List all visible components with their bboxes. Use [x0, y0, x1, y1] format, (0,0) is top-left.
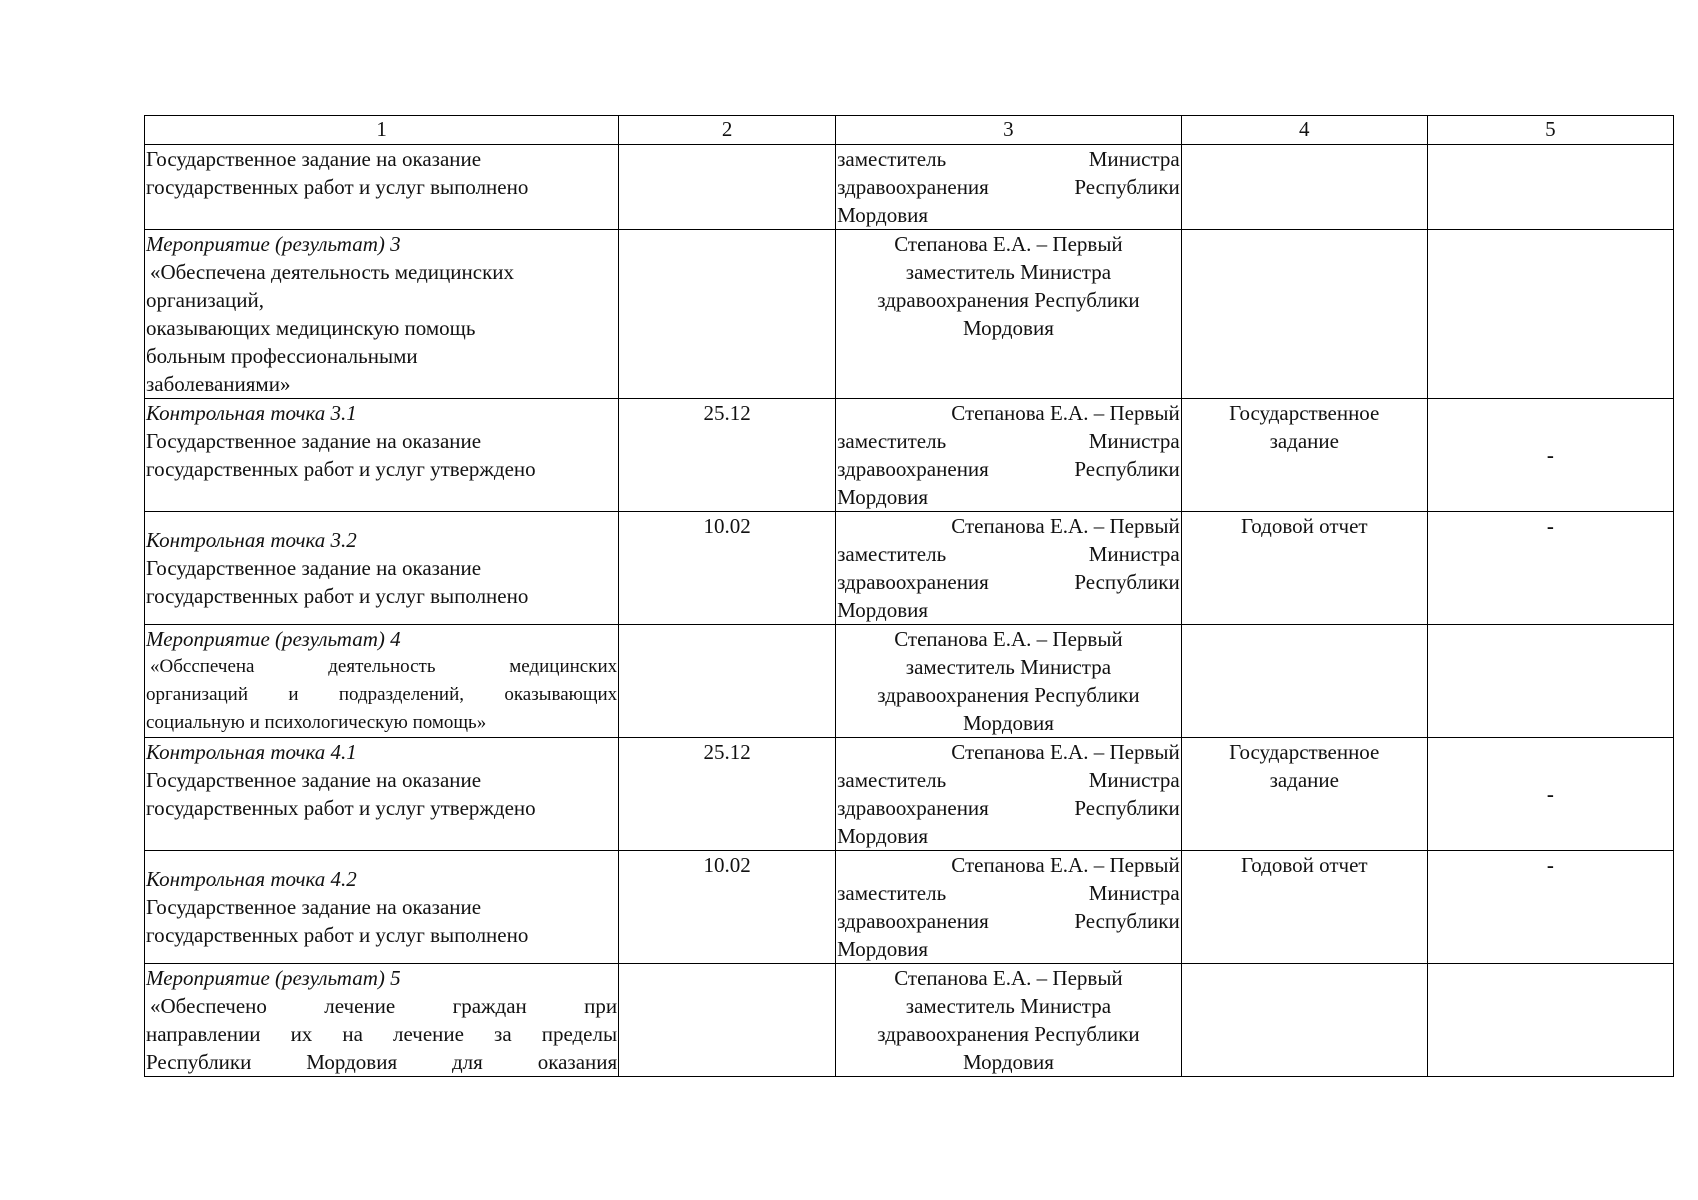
- responsible-line: Степанова Е.А. – Первый: [894, 627, 1123, 651]
- description-cell: [145, 512, 619, 625]
- responsible-line: заместитель Министра: [837, 147, 1180, 171]
- description-line: заболеваниями»: [146, 372, 291, 396]
- document-cell: [1181, 399, 1427, 512]
- mark-cell: [1427, 512, 1673, 625]
- description-cell: [145, 399, 619, 512]
- description-cell: [145, 851, 619, 964]
- checkpoint-title: Контрольная точка 4.1: [146, 740, 357, 764]
- description-line: Государственное задание на оказание: [146, 429, 482, 453]
- responsible-line: Мордовия: [837, 485, 929, 509]
- event-title: Мероприятие (результат) 5: [146, 966, 401, 990]
- description-line: «Обеспечена деятельность медицинских: [150, 260, 515, 284]
- responsible-line: заместитель Министра: [905, 655, 1112, 679]
- description-line: организаций,: [146, 288, 264, 312]
- responsible-line: Степанова Е.А. – Первый: [894, 232, 1123, 256]
- description-line: «Обсспечена деятельность медицинских: [150, 656, 618, 677]
- description-line: больным профессиональными: [146, 344, 418, 368]
- mark-cell: [1427, 145, 1673, 230]
- description-line: государственных работ и услуг выполнено: [146, 923, 529, 947]
- responsible-cell: [836, 230, 1182, 399]
- header-cell-3: 3: [836, 116, 1182, 145]
- responsible-line: Степанова Е.А. – Первый: [951, 514, 1180, 538]
- mark-cell: [1427, 230, 1673, 399]
- description-line: организаций и подразделений, оказывающих: [146, 684, 618, 705]
- checkpoint-title: Контрольная точка 4.2: [146, 867, 357, 891]
- responsible-line: Мордовия: [962, 316, 1054, 340]
- checkpoint-title: Контрольная точка 3.1: [146, 401, 357, 425]
- description-line: государственных работ и услуг выполнено: [146, 584, 529, 608]
- date-cell: [619, 145, 836, 230]
- document-line: задание: [1269, 768, 1339, 792]
- description-line: социальную и психологическую помощь»: [146, 712, 487, 733]
- description-line: направлении их на лечение за пределы: [146, 1022, 618, 1046]
- responsible-cell: [836, 625, 1182, 738]
- responsible-line: Мордовия: [837, 203, 929, 227]
- description-line: государственных работ и услуг утверждено: [146, 457, 536, 481]
- responsible-line: заместитель Министра: [837, 429, 1180, 453]
- header-row: [145, 116, 1674, 145]
- table-row: [145, 964, 1674, 1077]
- date-cell: 10.02: [619, 851, 836, 964]
- description-cell: [145, 625, 619, 738]
- responsible-line: Мордовия: [837, 937, 929, 961]
- mark-cell: [1427, 964, 1673, 1077]
- document-line: задание: [1269, 429, 1339, 453]
- date-cell: 25.12: [619, 399, 836, 512]
- responsible-line: здравоохранения Республики: [837, 796, 1180, 820]
- document-line: Государственное: [1229, 401, 1380, 425]
- description-cell: [145, 145, 619, 230]
- table-row: [145, 851, 1674, 964]
- description-line: Государственное задание на оказание: [146, 147, 482, 171]
- responsible-cell: [836, 851, 1182, 964]
- mark-dash: -: [1546, 853, 1554, 877]
- mark-dash: -: [1546, 514, 1554, 538]
- mark-dash: -: [1546, 443, 1554, 467]
- responsible-cell: [836, 145, 1182, 230]
- date-cell: [619, 625, 836, 738]
- description-cell: [145, 230, 619, 399]
- responsible-line: Мордовия: [837, 824, 929, 848]
- responsible-cell: [836, 738, 1182, 851]
- responsible-line: Степанова Е.А. – Первый: [951, 740, 1180, 764]
- responsible-line: здравоохранения Республики: [877, 683, 1140, 707]
- description-line: Государственное задание на оказание: [146, 556, 482, 580]
- checkpoint-title: Контрольная точка 3.2: [146, 528, 357, 552]
- mark-cell: [1427, 399, 1673, 512]
- responsible-cell: [836, 512, 1182, 625]
- document-cell: [1181, 145, 1427, 230]
- date-cell: 25.12: [619, 738, 836, 851]
- date-cell: [619, 964, 836, 1077]
- description-line: «Обеспечено лечение граждан при: [150, 994, 618, 1018]
- description-cell: [145, 738, 619, 851]
- responsible-line: Степанова Е.А. – Первый: [951, 401, 1180, 425]
- responsible-line: здравоохранения Республики: [837, 909, 1180, 933]
- table-row: [145, 230, 1674, 399]
- document-line: Государственное: [1229, 740, 1380, 764]
- responsible-line: заместитель Министра: [837, 768, 1180, 792]
- responsible-line: Мордовия: [837, 598, 929, 622]
- mark-cell: [1427, 738, 1673, 851]
- description-line: государственных работ и услуг утверждено: [146, 796, 536, 820]
- date-cell: 10.02: [619, 512, 836, 625]
- header-cell-1: 1: [145, 116, 619, 145]
- document-cell: [1181, 625, 1427, 738]
- responsible-line: здравоохранения Республики: [837, 457, 1180, 481]
- document-cell: [1181, 738, 1427, 851]
- responsible-line: здравоохранения Республики: [837, 570, 1180, 594]
- plan-table: [144, 115, 1674, 1077]
- document-cell: [1181, 230, 1427, 399]
- responsible-line: заместитель Министра: [905, 260, 1112, 284]
- responsible-line: заместитель Министра: [837, 542, 1180, 566]
- description-line: Государственное задание на оказание: [146, 768, 482, 792]
- table-row: [145, 625, 1674, 738]
- document-cell: [1181, 964, 1427, 1077]
- description-line: государственных работ и услуг выполнено: [146, 175, 529, 199]
- responsible-line: заместитель Министра: [837, 881, 1180, 905]
- event-title: Мероприятие (результат) 4: [146, 627, 401, 651]
- responsible-line: здравоохранения Республики: [877, 1022, 1140, 1046]
- description-line: оказывающих медицинскую помощь: [146, 316, 476, 340]
- description-line: Республики Мордовия для оказания: [146, 1050, 618, 1074]
- responsible-cell: [836, 964, 1182, 1077]
- responsible-cell: [836, 399, 1182, 512]
- header-cell-5: 5: [1427, 116, 1673, 145]
- table-row: [145, 512, 1674, 625]
- table-row: [145, 145, 1674, 230]
- document-cell: Годовой отчет: [1181, 851, 1427, 964]
- mark-dash: -: [1546, 782, 1554, 806]
- document-cell: Годовой отчет: [1181, 512, 1427, 625]
- description-line: Государственное задание на оказание: [146, 895, 482, 919]
- responsible-line: здравоохранения Республики: [837, 175, 1180, 199]
- mark-cell: [1427, 625, 1673, 738]
- event-title: Мероприятие (результат) 3: [146, 232, 401, 256]
- responsible-line: Мордовия: [962, 1050, 1054, 1074]
- table-row: [145, 738, 1674, 851]
- header-cell-2: 2: [619, 116, 836, 145]
- mark-cell: [1427, 851, 1673, 964]
- date-cell: [619, 230, 836, 399]
- table-row: [145, 399, 1674, 512]
- responsible-line: Степанова Е.А. – Первый: [894, 966, 1123, 990]
- responsible-line: здравоохранения Республики: [877, 288, 1140, 312]
- responsible-line: Степанова Е.А. – Первый: [951, 853, 1180, 877]
- responsible-line: Мордовия: [962, 711, 1054, 735]
- responsible-line: заместитель Министра: [905, 994, 1112, 1018]
- description-cell: [145, 964, 619, 1077]
- header-cell-4: 4: [1181, 116, 1427, 145]
